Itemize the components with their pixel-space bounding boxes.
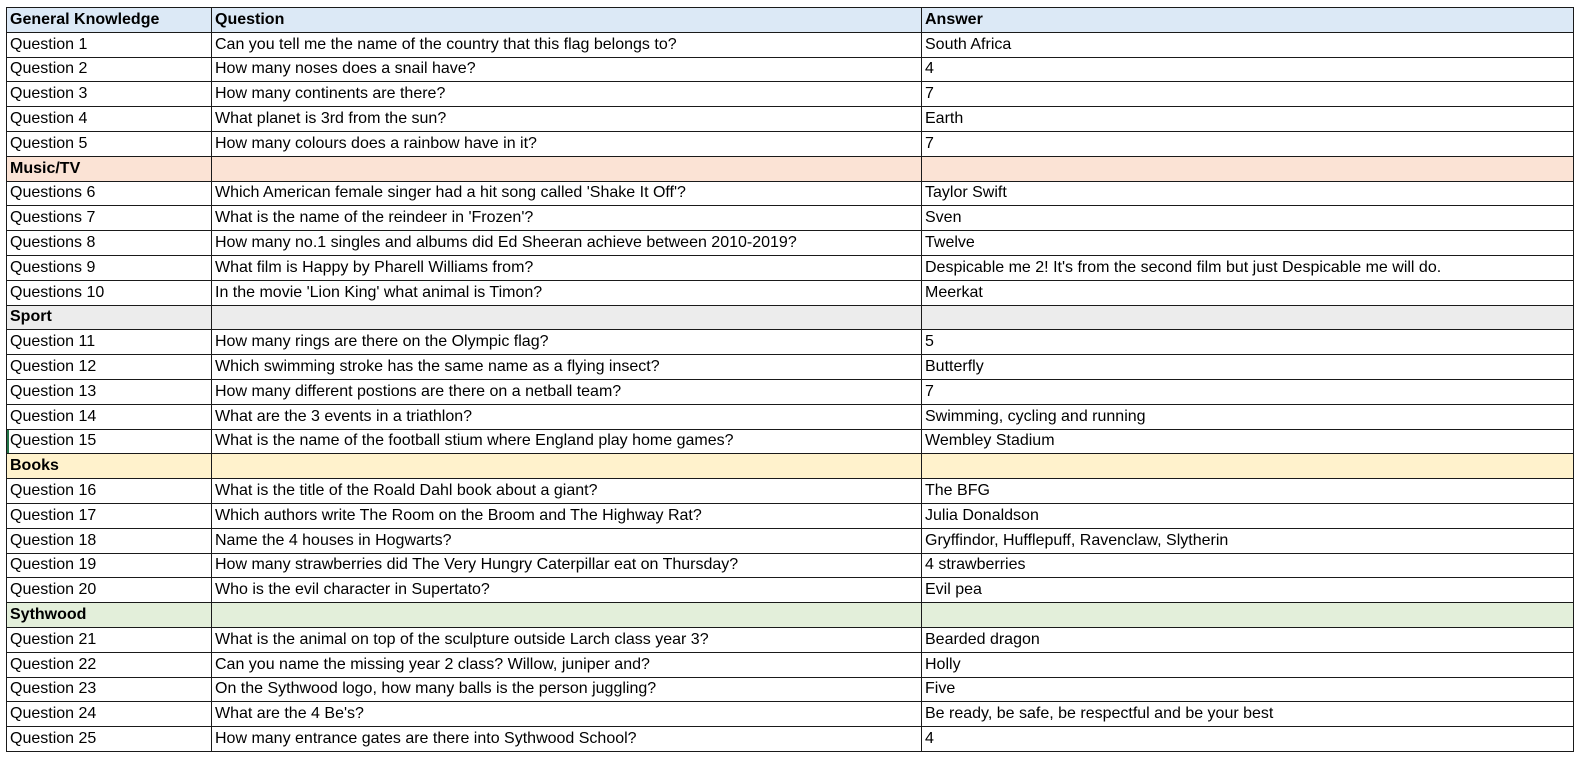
category-row-sythwood [7, 603, 1574, 628]
table-row [7, 131, 1574, 156]
table-row [7, 627, 1574, 652]
cell-question[interactable]: On the Sythwood logo, how many balls is the person juggling? [212, 677, 922, 702]
table-row [7, 677, 1574, 702]
table-row [7, 280, 1574, 305]
cell-answer[interactable]: The BFG [922, 479, 1574, 504]
cell-label-selected[interactable]: Question 15 [7, 429, 212, 454]
table-row [7, 404, 1574, 429]
table-row [7, 503, 1574, 528]
cell-answer[interactable]: 5 [922, 330, 1574, 355]
empty-cell[interactable] [212, 603, 922, 628]
cell-label[interactable]: Questions 8 [7, 231, 212, 256]
empty-cell[interactable] [212, 156, 922, 181]
cell-label[interactable]: Question 25 [7, 727, 212, 752]
cell-question[interactable]: Which American female singer had a hit song called 'Shake It Off'? [212, 181, 922, 206]
category-row-sport [7, 305, 1574, 330]
cell-label[interactable]: Question 1 [7, 32, 212, 57]
cell-label[interactable]: Question 11 [7, 330, 212, 355]
cell-answer[interactable]: Julia Donaldson [922, 503, 1574, 528]
cell-answer[interactable]: Despicable me 2! It's from the second film but just Despicable me will do. [922, 255, 1574, 280]
cell-label[interactable]: Question 2 [7, 57, 212, 82]
cell-answer[interactable]: Five [922, 677, 1574, 702]
table-row [7, 578, 1574, 603]
cell-label[interactable]: Question 23 [7, 677, 212, 702]
cell-label[interactable]: Question 12 [7, 355, 212, 380]
cell-question[interactable]: How many noses does a snail have? [212, 57, 922, 82]
cell-question[interactable]: What film is Happy by Pharell Williams from? [212, 255, 922, 280]
header-row-general-knowledge [7, 8, 1574, 33]
cell-question[interactable]: Which swimming stroke has the same name as a flying insect? [212, 355, 922, 380]
cell-answer[interactable]: Taylor Swift [922, 181, 1574, 206]
header-cell-question[interactable]: Question [212, 8, 922, 33]
cell-answer[interactable]: Swimming, cycling and running [922, 404, 1574, 429]
cell-question[interactable]: What are the 4 Be's? [212, 702, 922, 727]
cell-label[interactable]: Question 24 [7, 702, 212, 727]
cell-question[interactable]: How many continents are there? [212, 82, 922, 107]
cell-question[interactable]: In the movie 'Lion King' what animal is Timon? [212, 280, 922, 305]
cell-question[interactable]: What is the animal on top of the sculpture outside Larch class year 3? [212, 627, 922, 652]
empty-cell[interactable] [922, 454, 1574, 479]
cell-label[interactable]: Questions 6 [7, 181, 212, 206]
cell-question[interactable]: What is the name of the reindeer in 'Frozen'? [212, 206, 922, 231]
cell-answer[interactable]: 4 [922, 727, 1574, 752]
cell-answer[interactable]: 4 [922, 57, 1574, 82]
table-row [7, 379, 1574, 404]
cell-answer[interactable]: South Africa [922, 32, 1574, 57]
cell-label[interactable]: Question 19 [7, 553, 212, 578]
table-row [7, 231, 1574, 256]
cell-question[interactable]: Can you tell me the name of the country that this flag belongs to? [212, 32, 922, 57]
cell-label[interactable]: Question 4 [7, 107, 212, 132]
quiz-grid-body [7, 8, 1574, 752]
category-row-books [7, 454, 1574, 479]
cell-question[interactable]: How many different postions are there on a netball team? [212, 379, 922, 404]
cell-question[interactable]: How many rings are there on the Olympic flag? [212, 330, 922, 355]
cell-question[interactable]: Can you name the missing year 2 class? Willow, juniper and? [212, 652, 922, 677]
cell-answer[interactable]: Earth [922, 107, 1574, 132]
cell-answer[interactable]: 7 [922, 82, 1574, 107]
cell-question[interactable]: What is the title of the Roald Dahl book about a giant? [212, 479, 922, 504]
cell-label[interactable]: Question 21 [7, 627, 212, 652]
cell-label[interactable]: Question 14 [7, 404, 212, 429]
table-row [7, 57, 1574, 82]
category-title[interactable]: Sport [7, 305, 212, 330]
cell-question[interactable]: How many entrance gates are there into Sythwood School? [212, 727, 922, 752]
cell-answer[interactable]: Holly [922, 652, 1574, 677]
table-row [7, 429, 1574, 454]
header-cell-category[interactable]: General Knowledge [7, 8, 212, 33]
cell-answer[interactable]: 4 strawberries [922, 553, 1574, 578]
cell-question[interactable]: What is the name of the football stium where England play home games? [212, 429, 922, 454]
cell-label[interactable]: Question 18 [7, 528, 212, 553]
cell-question[interactable]: What are the 3 events in a triathlon? [212, 404, 922, 429]
empty-cell[interactable] [922, 305, 1574, 330]
table-row [7, 479, 1574, 504]
table-row [7, 181, 1574, 206]
cell-label[interactable]: Question 20 [7, 578, 212, 603]
cell-question[interactable]: Which authors write The Room on the Broom and The Highway Rat? [212, 503, 922, 528]
table-row [7, 107, 1574, 132]
empty-cell[interactable] [212, 454, 922, 479]
empty-cell[interactable] [922, 156, 1574, 181]
cell-label[interactable]: Question 3 [7, 82, 212, 107]
table-row [7, 702, 1574, 727]
table-row [7, 652, 1574, 677]
cell-answer[interactable]: Twelve [922, 231, 1574, 256]
table-row [7, 32, 1574, 57]
table-row [7, 206, 1574, 231]
cell-answer[interactable]: Gryffindor, Hufflepuff, Ravenclaw, Slytherin [922, 528, 1574, 553]
table-row [7, 553, 1574, 578]
category-title[interactable]: Sythwood [7, 603, 212, 628]
category-title[interactable]: Music/TV [7, 156, 212, 181]
cell-answer[interactable]: Meerkat [922, 280, 1574, 305]
category-title[interactable]: Books [7, 454, 212, 479]
cell-answer[interactable]: Butterfly [922, 355, 1574, 380]
table-row [7, 528, 1574, 553]
cell-answer[interactable]: Wembley Stadium [922, 429, 1574, 454]
cell-answer[interactable]: Evil pea [922, 578, 1574, 603]
cell-question[interactable]: How many strawberries did The Very Hungry Caterpillar eat on Thursday? [212, 553, 922, 578]
table-row [7, 255, 1574, 280]
category-row-music-tv [7, 156, 1574, 181]
cell-label[interactable]: Question 13 [7, 379, 212, 404]
cell-question[interactable]: How many colours does a rainbow have in it? [212, 131, 922, 156]
table-row [7, 727, 1574, 752]
cell-label[interactable]: Question 5 [7, 131, 212, 156]
table-row [7, 355, 1574, 380]
cell-question[interactable]: How many no.1 singles and albums did Ed Sheeran achieve between 2010-2019? [212, 231, 922, 256]
quiz-grid [6, 7, 1574, 752]
cell-question[interactable]: Name the 4 houses in Hogwarts? [212, 528, 922, 553]
empty-cell[interactable] [212, 305, 922, 330]
table-row [7, 330, 1574, 355]
cell-label[interactable]: Question 16 [7, 479, 212, 504]
quiz-spreadsheet [6, 7, 1573, 752]
cell-answer[interactable]: 7 [922, 379, 1574, 404]
cell-answer[interactable]: Bearded dragon [922, 627, 1574, 652]
cell-answer[interactable]: Be ready, be safe, be respectful and be your best [922, 702, 1574, 727]
table-row [7, 82, 1574, 107]
cell-answer[interactable]: Sven [922, 206, 1574, 231]
cell-label[interactable]: Questions 7 [7, 206, 212, 231]
cell-label[interactable]: Question 22 [7, 652, 212, 677]
cell-question[interactable]: Who is the evil character in Supertato? [212, 578, 922, 603]
empty-cell[interactable] [922, 603, 1574, 628]
cell-answer[interactable]: 7 [922, 131, 1574, 156]
header-cell-answer[interactable]: Answer [922, 8, 1574, 33]
cell-label[interactable]: Question 17 [7, 503, 212, 528]
cell-question[interactable]: What planet is 3rd from the sun? [212, 107, 922, 132]
cell-label[interactable]: Questions 10 [7, 280, 212, 305]
cell-label[interactable]: Questions 9 [7, 255, 212, 280]
